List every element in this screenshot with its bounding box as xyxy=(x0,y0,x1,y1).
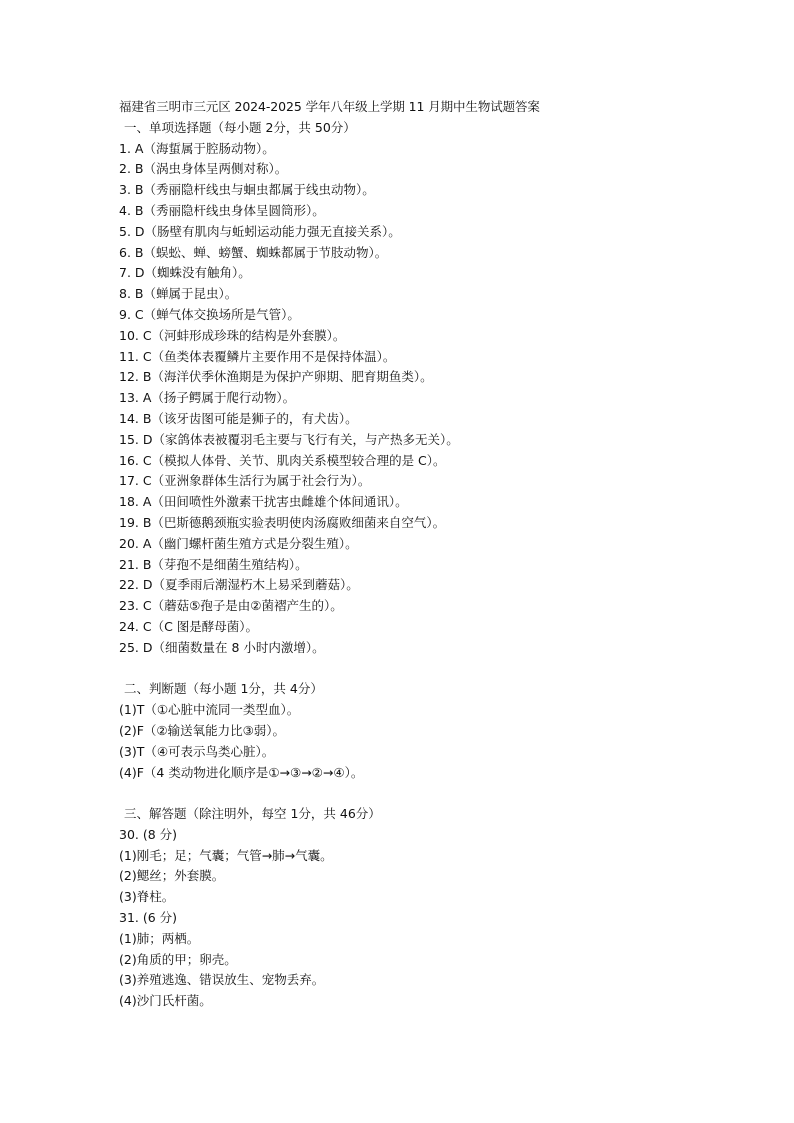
answer-item-5: 5. D（肠壁有肌肉与蚯蚓运动能力强无直接关系）。 xyxy=(119,223,401,239)
section-3-answers xyxy=(119,825,759,1012)
judgement-item-1: (1)T（①心脏中流同一类型血）。 xyxy=(119,702,300,718)
judgement-item-4: (4)F（4 类动物进化顺序是①→③→②→④）。 xyxy=(119,764,364,780)
section-2-heading: 二、判断题（每小题 1分，共 4分） xyxy=(124,681,323,697)
answer-item-1: 1. A（海蜇属于腔肠动物）。 xyxy=(119,140,275,156)
answer-item-21: 21. B（芽孢不是细菌生殖结构）。 xyxy=(119,556,308,572)
question-31-answer-2: (2)角质的甲；卵壳。 xyxy=(119,951,237,967)
answer-item-10: 10. C（河蚌形成珍珠的结构是外套膜）。 xyxy=(119,327,346,343)
answer-item-13: 13. A（扬子鳄属于爬行动物）。 xyxy=(119,390,296,406)
section-1-heading: 一、单项选择题（每小题 2分，共 50分） xyxy=(124,119,356,135)
answer-item-14: 14. B（该牙齿图可能是狮子的，有犬齿）。 xyxy=(119,410,358,426)
section-spacer xyxy=(119,783,759,804)
answer-item-20: 20. A（幽门螺杆菌生殖方式是分裂生殖）。 xyxy=(119,535,358,551)
answer-item-18: 18. A（田间喷性外激素干扰害虫雌雄个体间通讯）。 xyxy=(119,494,408,510)
judgement-item-2: (2)F（②输送氧能力比③弱）。 xyxy=(119,722,286,738)
answer-item-8: 8. B（蝉属于昆虫）。 xyxy=(119,286,238,302)
judgement-item-3: (3)T（④可表示鸟类心脏）。 xyxy=(119,743,275,759)
question-31-answer-4: (4)沙门氏杆菌。 xyxy=(119,993,212,1009)
section-spacer xyxy=(119,659,759,680)
answer-item-2: 2. B（涡虫身体呈两侧对称）。 xyxy=(119,161,288,177)
answer-item-6: 6. B（蜈蚣、蝉、螃蟹、蜘蛛都属于节肢动物）。 xyxy=(119,244,388,260)
answer-item-11: 11. C（鱼类体表覆鳞片主要作用不是保持体温）。 xyxy=(119,348,396,364)
section-2-answers xyxy=(119,700,759,783)
answer-item-12: 12. B（海洋伏季休渔期是为保护产卵期、肥育期鱼类）。 xyxy=(119,369,433,385)
section-1-answers xyxy=(119,139,759,659)
question-30-answer-2: (2)鳃丝；外套膜。 xyxy=(119,868,225,884)
answer-item-24: 24. C（C 图是酵母菌）。 xyxy=(119,618,259,634)
answer-item-25: 25. D（细菌数量在 8 小时内激增）。 xyxy=(119,639,325,655)
answer-item-7: 7. D（蜘蛛没有触角）。 xyxy=(119,265,251,281)
answer-sheet xyxy=(119,97,759,1012)
question-30-answer-3: (3)脊柱。 xyxy=(119,889,175,905)
answer-item-22: 22. D（夏季雨后潮湿朽木上易采到蘑菇）。 xyxy=(119,577,359,593)
answer-item-19: 19. B（巴斯德鹅颈瓶实验表明使肉汤腐败细菌来自空气）。 xyxy=(119,514,446,530)
answer-item-3: 3. B（秀丽隐杆线虫与蛔虫都属于线虫动物）。 xyxy=(119,182,375,198)
answer-item-23: 23. C（蘑菇⑤孢子是由②菌褶产生的）。 xyxy=(119,598,343,614)
answer-item-15: 15. D（家鸽体表被覆羽毛主要与飞行有关，与产热多无关）。 xyxy=(119,431,459,447)
answer-item-16: 16. C（模拟人体骨、关节、肌肉关系模型较合理的是 C）。 xyxy=(119,452,446,468)
question-31-header: 31. (6 分) xyxy=(119,910,178,926)
question-30-header: 30. (8 分) xyxy=(119,826,178,842)
answer-item-9: 9. C（蝉气体交换场所是气管）。 xyxy=(119,306,300,322)
section-3-heading: 三、解答题（除注明外，每空 1分，共 46分） xyxy=(124,806,381,822)
question-31-answer-1: (1)肺；两栖。 xyxy=(119,930,200,946)
document-title: 福建省三明市三元区 2024-2025 学年八年级上学期 11 月期中生物试题答案 xyxy=(119,99,540,114)
question-31-answer-3: (3)养殖逃逸、错误放生、宠物丢弃。 xyxy=(119,972,325,988)
answer-item-4: 4. B（秀丽隐杆线虫身体呈圆筒形）。 xyxy=(119,202,325,218)
question-30-answer-1: (1)刚毛；足；气囊；气管→肺→气囊。 xyxy=(119,847,333,863)
answer-item-17: 17. C（亚洲象群体生活行为属于社会行为）。 xyxy=(119,473,371,489)
